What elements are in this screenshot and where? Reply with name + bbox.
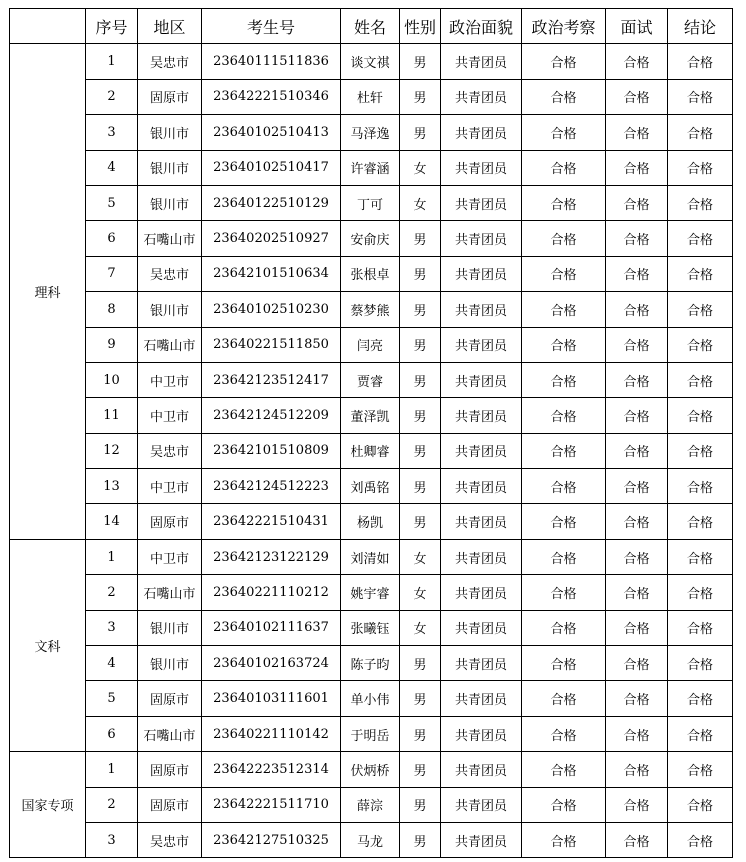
cell-exam-id: 23640103111601 xyxy=(202,681,341,716)
header-result: 结论 xyxy=(668,9,733,44)
cell-politics: 共青团员 xyxy=(441,115,522,150)
table-row xyxy=(10,115,733,150)
table-row xyxy=(10,539,733,574)
cell-review: 合格 xyxy=(522,150,606,185)
table-row xyxy=(10,362,733,397)
cell-name: 马泽逸 xyxy=(341,115,400,150)
cell-politics: 共青团员 xyxy=(441,256,522,291)
cell-exam-id: 23640102510230 xyxy=(202,292,341,327)
cell-name: 伏炳桥 xyxy=(341,752,400,787)
cell-region: 中卫市 xyxy=(138,362,202,397)
cell-interview: 合格 xyxy=(606,716,668,751)
cell-no: 6 xyxy=(86,221,138,256)
cell-gender: 女 xyxy=(400,150,441,185)
cell-interview: 合格 xyxy=(606,681,668,716)
cell-interview: 合格 xyxy=(606,504,668,539)
cell-interview: 合格 xyxy=(606,469,668,504)
cell-no: 12 xyxy=(86,433,138,468)
cell-politics: 共青团员 xyxy=(441,681,522,716)
cell-interview: 合格 xyxy=(606,256,668,291)
table-row xyxy=(10,716,733,751)
cell-region: 银川市 xyxy=(138,115,202,150)
cell-politics: 共青团员 xyxy=(441,822,522,857)
cell-interview: 合格 xyxy=(606,822,668,857)
cell-interview: 合格 xyxy=(606,575,668,610)
cell-name: 张曦钰 xyxy=(341,610,400,645)
cell-interview: 合格 xyxy=(606,787,668,822)
cell-result: 合格 xyxy=(668,787,733,822)
cell-review: 合格 xyxy=(522,221,606,256)
cell-review: 合格 xyxy=(522,752,606,787)
cell-politics: 共青团员 xyxy=(441,504,522,539)
cell-region: 石嘴山市 xyxy=(138,221,202,256)
cell-interview: 合格 xyxy=(606,327,668,362)
cell-exam-id: 23642127510325 xyxy=(202,822,341,857)
cell-politics: 共青团员 xyxy=(441,646,522,681)
cell-exam-id: 23640102510417 xyxy=(202,150,341,185)
cell-review: 合格 xyxy=(522,822,606,857)
cell-politics: 共青团员 xyxy=(441,292,522,327)
cell-result: 合格 xyxy=(668,256,733,291)
cell-no: 1 xyxy=(86,44,138,79)
cell-no: 3 xyxy=(86,610,138,645)
cell-no: 6 xyxy=(86,716,138,751)
cell-exam-id: 23642123512417 xyxy=(202,362,341,397)
table-row xyxy=(10,221,733,256)
header-name: 姓名 xyxy=(341,9,400,44)
cell-gender: 男 xyxy=(400,787,441,822)
cell-review: 合格 xyxy=(522,646,606,681)
cell-gender: 男 xyxy=(400,398,441,433)
cell-region: 固原市 xyxy=(138,79,202,114)
cell-gender: 女 xyxy=(400,185,441,220)
header-row xyxy=(10,9,733,44)
cell-name: 姚宇睿 xyxy=(341,575,400,610)
cell-no: 10 xyxy=(86,362,138,397)
cell-result: 合格 xyxy=(668,646,733,681)
cell-region: 固原市 xyxy=(138,504,202,539)
cell-result: 合格 xyxy=(668,822,733,857)
cell-result: 合格 xyxy=(668,469,733,504)
cell-region: 吴忠市 xyxy=(138,822,202,857)
cell-review: 合格 xyxy=(522,787,606,822)
cell-no: 5 xyxy=(86,185,138,220)
table-row xyxy=(10,433,733,468)
cell-exam-id: 23642221510431 xyxy=(202,504,341,539)
cell-interview: 合格 xyxy=(606,221,668,256)
cell-interview: 合格 xyxy=(606,646,668,681)
cell-region: 银川市 xyxy=(138,150,202,185)
cell-review: 合格 xyxy=(522,398,606,433)
category-cell: 文科 xyxy=(10,539,86,751)
cell-name: 闫亮 xyxy=(341,327,400,362)
cell-gender: 男 xyxy=(400,292,441,327)
table-row xyxy=(10,398,733,433)
cell-exam-id: 23642124512223 xyxy=(202,469,341,504)
cell-region: 石嘴山市 xyxy=(138,575,202,610)
cell-gender: 男 xyxy=(400,221,441,256)
cell-region: 银川市 xyxy=(138,646,202,681)
table-row xyxy=(10,292,733,327)
cell-review: 合格 xyxy=(522,681,606,716)
cell-no: 4 xyxy=(86,646,138,681)
header-gender: 性别 xyxy=(400,9,441,44)
cell-politics: 共青团员 xyxy=(441,575,522,610)
cell-interview: 合格 xyxy=(606,433,668,468)
cell-politics: 共青团员 xyxy=(441,327,522,362)
cell-politics: 共青团员 xyxy=(441,716,522,751)
cell-exam-id: 23640221110142 xyxy=(202,716,341,751)
table-row xyxy=(10,44,733,79)
cell-review: 合格 xyxy=(522,327,606,362)
cell-name: 杜卿睿 xyxy=(341,433,400,468)
cell-interview: 合格 xyxy=(606,398,668,433)
cell-region: 吴忠市 xyxy=(138,433,202,468)
header-no: 序号 xyxy=(86,9,138,44)
cell-exam-id: 23642123122129 xyxy=(202,539,341,574)
cell-interview: 合格 xyxy=(606,44,668,79)
cell-name: 谈文祺 xyxy=(341,44,400,79)
cell-result: 合格 xyxy=(668,681,733,716)
cell-no: 7 xyxy=(86,256,138,291)
header-region: 地区 xyxy=(138,9,202,44)
cell-name: 薛淙 xyxy=(341,787,400,822)
cell-result: 合格 xyxy=(668,185,733,220)
cell-interview: 合格 xyxy=(606,185,668,220)
cell-region: 石嘴山市 xyxy=(138,716,202,751)
cell-region: 银川市 xyxy=(138,610,202,645)
cell-result: 合格 xyxy=(668,398,733,433)
cell-exam-id: 23642223512314 xyxy=(202,752,341,787)
cell-gender: 男 xyxy=(400,327,441,362)
cell-no: 1 xyxy=(86,752,138,787)
table-row xyxy=(10,79,733,114)
table-row xyxy=(10,787,733,822)
cell-review: 合格 xyxy=(522,433,606,468)
cell-interview: 合格 xyxy=(606,362,668,397)
cell-no: 13 xyxy=(86,469,138,504)
cell-politics: 共青团员 xyxy=(441,610,522,645)
cell-review: 合格 xyxy=(522,469,606,504)
cell-result: 合格 xyxy=(668,575,733,610)
cell-gender: 男 xyxy=(400,433,441,468)
cell-gender: 男 xyxy=(400,716,441,751)
cell-gender: 女 xyxy=(400,575,441,610)
cell-exam-id: 23640221110212 xyxy=(202,575,341,610)
cell-result: 合格 xyxy=(668,327,733,362)
cell-review: 合格 xyxy=(522,716,606,751)
cell-gender: 女 xyxy=(400,610,441,645)
cell-politics: 共青团员 xyxy=(441,221,522,256)
cell-gender: 男 xyxy=(400,362,441,397)
cell-exam-id: 23642124512209 xyxy=(202,398,341,433)
header-politics: 政治面貌 xyxy=(441,9,522,44)
cell-no: 4 xyxy=(86,150,138,185)
cell-no: 2 xyxy=(86,575,138,610)
cell-review: 合格 xyxy=(522,362,606,397)
cell-politics: 共青团员 xyxy=(441,79,522,114)
header-category xyxy=(10,9,86,44)
table-row xyxy=(10,469,733,504)
cell-review: 合格 xyxy=(522,504,606,539)
cell-interview: 合格 xyxy=(606,610,668,645)
cell-exam-id: 23640122510129 xyxy=(202,185,341,220)
cell-result: 合格 xyxy=(668,433,733,468)
cell-no: 2 xyxy=(86,79,138,114)
cell-no: 3 xyxy=(86,822,138,857)
cell-exam-id: 23640221511850 xyxy=(202,327,341,362)
cell-name: 杜轩 xyxy=(341,79,400,114)
cell-region: 石嘴山市 xyxy=(138,327,202,362)
cell-exam-id: 23640202510927 xyxy=(202,221,341,256)
table-row xyxy=(10,504,733,539)
cell-exam-id: 23642221510346 xyxy=(202,79,341,114)
cell-result: 合格 xyxy=(668,150,733,185)
cell-region: 中卫市 xyxy=(138,539,202,574)
cell-politics: 共青团员 xyxy=(441,539,522,574)
cell-result: 合格 xyxy=(668,79,733,114)
cell-review: 合格 xyxy=(522,44,606,79)
category-cell: 国家专项 xyxy=(10,752,86,858)
table-row xyxy=(10,681,733,716)
cell-region: 银川市 xyxy=(138,185,202,220)
cell-gender: 男 xyxy=(400,752,441,787)
cell-review: 合格 xyxy=(522,610,606,645)
cell-interview: 合格 xyxy=(606,79,668,114)
cell-result: 合格 xyxy=(668,716,733,751)
header-review: 政治考察 xyxy=(522,9,606,44)
cell-politics: 共青团员 xyxy=(441,150,522,185)
cell-name: 于明岳 xyxy=(341,716,400,751)
cell-no: 9 xyxy=(86,327,138,362)
cell-gender: 男 xyxy=(400,115,441,150)
cell-name: 蔡梦熊 xyxy=(341,292,400,327)
cell-gender: 男 xyxy=(400,79,441,114)
cell-review: 合格 xyxy=(522,292,606,327)
cell-name: 丁可 xyxy=(341,185,400,220)
cell-name: 刘清如 xyxy=(341,539,400,574)
cell-politics: 共青团员 xyxy=(441,433,522,468)
cell-result: 合格 xyxy=(668,610,733,645)
cell-region: 中卫市 xyxy=(138,469,202,504)
cell-name: 马龙 xyxy=(341,822,400,857)
cell-review: 合格 xyxy=(522,575,606,610)
cell-no: 5 xyxy=(86,681,138,716)
cell-name: 刘禹铭 xyxy=(341,469,400,504)
cell-gender: 男 xyxy=(400,469,441,504)
cell-region: 固原市 xyxy=(138,787,202,822)
cell-politics: 共青团员 xyxy=(441,398,522,433)
cell-no: 11 xyxy=(86,398,138,433)
cell-no: 8 xyxy=(86,292,138,327)
cell-gender: 男 xyxy=(400,504,441,539)
cell-region: 吴忠市 xyxy=(138,256,202,291)
cell-region: 中卫市 xyxy=(138,398,202,433)
cell-result: 合格 xyxy=(668,292,733,327)
cell-politics: 共青团员 xyxy=(441,44,522,79)
cell-name: 董泽凯 xyxy=(341,398,400,433)
cell-name: 安俞庆 xyxy=(341,221,400,256)
cell-politics: 共青团员 xyxy=(441,752,522,787)
cell-name: 杨凯 xyxy=(341,504,400,539)
table-row xyxy=(10,610,733,645)
table-row xyxy=(10,575,733,610)
cell-no: 2 xyxy=(86,787,138,822)
cell-interview: 合格 xyxy=(606,292,668,327)
cell-politics: 共青团员 xyxy=(441,362,522,397)
cell-gender: 男 xyxy=(400,646,441,681)
cell-exam-id: 23642101510809 xyxy=(202,433,341,468)
cell-interview: 合格 xyxy=(606,539,668,574)
cell-name: 单小伟 xyxy=(341,681,400,716)
header-exam-id: 考生号 xyxy=(202,9,341,44)
cell-interview: 合格 xyxy=(606,150,668,185)
cell-exam-id: 23642101510634 xyxy=(202,256,341,291)
cell-exam-id: 23640102163724 xyxy=(202,646,341,681)
cell-region: 固原市 xyxy=(138,681,202,716)
cell-review: 合格 xyxy=(522,79,606,114)
admission-results-table xyxy=(9,8,733,858)
table-row xyxy=(10,822,733,857)
header-interview: 面试 xyxy=(606,9,668,44)
cell-result: 合格 xyxy=(668,362,733,397)
cell-gender: 男 xyxy=(400,44,441,79)
table-row xyxy=(10,185,733,220)
cell-result: 合格 xyxy=(668,539,733,574)
table-row xyxy=(10,327,733,362)
cell-review: 合格 xyxy=(522,539,606,574)
table-body xyxy=(10,44,733,858)
cell-review: 合格 xyxy=(522,185,606,220)
cell-name: 陈子昀 xyxy=(341,646,400,681)
cell-gender: 男 xyxy=(400,681,441,716)
cell-region: 吴忠市 xyxy=(138,44,202,79)
cell-gender: 男 xyxy=(400,256,441,291)
cell-politics: 共青团员 xyxy=(441,469,522,504)
cell-result: 合格 xyxy=(668,752,733,787)
cell-name: 贾睿 xyxy=(341,362,400,397)
cell-gender: 男 xyxy=(400,822,441,857)
table-row xyxy=(10,256,733,291)
table-row xyxy=(10,150,733,185)
cell-result: 合格 xyxy=(668,115,733,150)
cell-no: 14 xyxy=(86,504,138,539)
cell-result: 合格 xyxy=(668,504,733,539)
cell-interview: 合格 xyxy=(606,752,668,787)
cell-politics: 共青团员 xyxy=(441,787,522,822)
cell-politics: 共青团员 xyxy=(441,185,522,220)
cell-review: 合格 xyxy=(522,256,606,291)
cell-region: 固原市 xyxy=(138,752,202,787)
table-row xyxy=(10,752,733,787)
cell-review: 合格 xyxy=(522,115,606,150)
cell-gender: 女 xyxy=(400,539,441,574)
cell-no: 1 xyxy=(86,539,138,574)
cell-interview: 合格 xyxy=(606,115,668,150)
cell-name: 许睿涵 xyxy=(341,150,400,185)
cell-exam-id: 23640102111637 xyxy=(202,610,341,645)
cell-exam-id: 23642221511710 xyxy=(202,787,341,822)
category-cell: 理科 xyxy=(10,44,86,539)
cell-exam-id: 23640102510413 xyxy=(202,115,341,150)
cell-exam-id: 23640111511836 xyxy=(202,44,341,79)
cell-result: 合格 xyxy=(668,221,733,256)
cell-result: 合格 xyxy=(668,44,733,79)
table-row xyxy=(10,646,733,681)
cell-no: 3 xyxy=(86,115,138,150)
cell-name: 张根卓 xyxy=(341,256,400,291)
cell-region: 银川市 xyxy=(138,292,202,327)
